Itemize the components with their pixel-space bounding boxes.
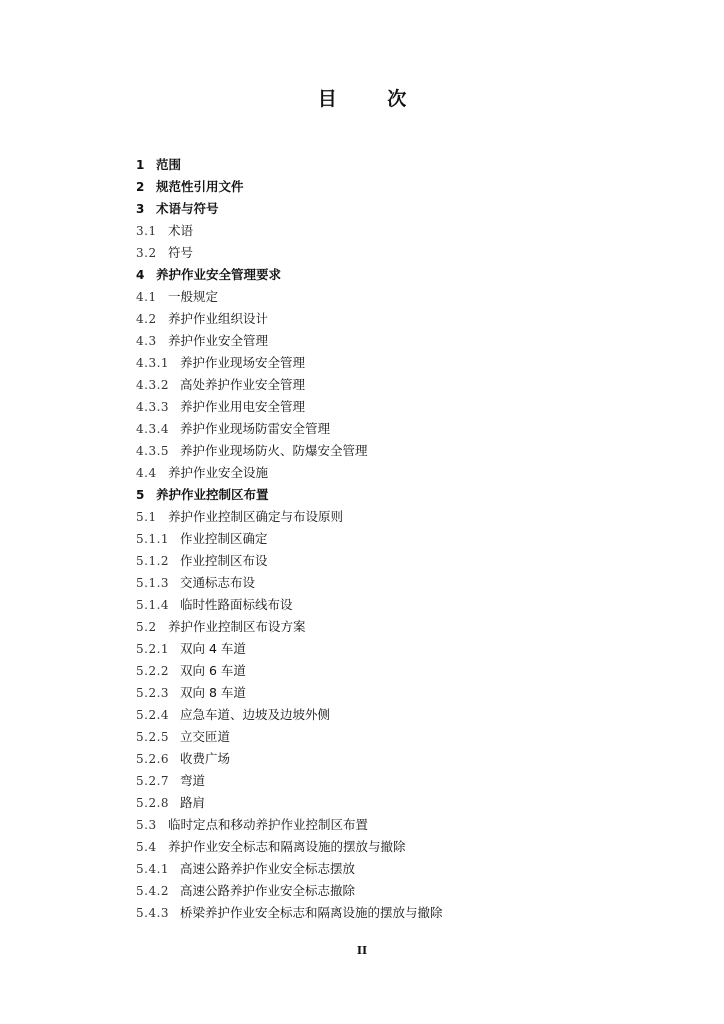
toc-entry-title: 养护作业现场安全管理 xyxy=(180,355,306,370)
toc-entry-number: 5.2.5 xyxy=(136,730,170,744)
toc-entry-number: 3.2 xyxy=(136,246,157,260)
toc-entry-number: 4.2 xyxy=(136,312,157,326)
toc-entry-number: 1 xyxy=(136,158,145,172)
toc-entry[interactable] xyxy=(136,308,656,330)
toc-entry-number: 5.2.7 xyxy=(136,774,170,788)
toc-entry-number: 3.1 xyxy=(136,224,157,238)
toc-entry-title: 养护作业安全管理 xyxy=(168,333,269,348)
toc-entry-number: 5.1.3 xyxy=(136,576,170,590)
toc-entry[interactable] xyxy=(136,616,656,638)
toc-entry-number: 4.4 xyxy=(136,466,157,480)
toc-entry[interactable] xyxy=(136,572,656,594)
toc-entry-number: 4.1 xyxy=(136,290,157,304)
toc-entry[interactable] xyxy=(136,682,656,704)
toc-entry-number: 4.3.1 xyxy=(136,356,170,370)
toc-entry[interactable] xyxy=(136,198,656,220)
toc-entry-title: 高速公路养护作业安全标志摆放 xyxy=(180,861,356,876)
toc-entry-title: 养护作业安全标志和隔离设施的摆放与撤除 xyxy=(168,839,406,854)
page-number: II xyxy=(356,944,368,957)
toc-entry-title: 作业控制区确定 xyxy=(180,531,268,546)
toc-entry-number: 5.2.4 xyxy=(136,708,170,722)
toc-entry[interactable] xyxy=(136,396,656,418)
toc-entry-title: 养护作业安全设施 xyxy=(168,465,269,480)
toc-entry-title: 高速公路养护作业安全标志撤除 xyxy=(180,883,356,898)
toc-entry-number: 4.3.4 xyxy=(136,422,170,436)
toc-entry[interactable] xyxy=(136,814,656,836)
toc-entry[interactable] xyxy=(136,792,656,814)
toc-entry-title: 一般规定 xyxy=(168,289,219,304)
toc-entry-number: 4.3 xyxy=(136,334,157,348)
toc-entry-number: 5.1 xyxy=(136,510,157,524)
toc-entry-number: 5.4 xyxy=(136,840,157,854)
toc-entry[interactable] xyxy=(136,484,656,506)
toc-entry-number: 5.4.2 xyxy=(136,884,170,898)
toc-entry-number: 4 xyxy=(136,268,145,282)
toc-entry-number: 5.1.1 xyxy=(136,532,170,546)
toc-entry-title: 立交匝道 xyxy=(180,729,231,744)
toc-entry-title: 临时定点和移动养护作业控制区布置 xyxy=(168,817,369,832)
toc-entry[interactable] xyxy=(136,154,656,176)
toc-entry[interactable] xyxy=(136,440,656,462)
toc-entry-title: 临时性路面标线布设 xyxy=(180,597,293,612)
toc-entry-title: 规范性引用文件 xyxy=(156,179,244,194)
toc-entry[interactable] xyxy=(136,330,656,352)
toc-entry-title: 养护作业现场防雷安全管理 xyxy=(180,421,331,436)
toc-entry[interactable] xyxy=(136,176,656,198)
toc-entry-number: 5.1.2 xyxy=(136,554,170,568)
toc-entry-number: 5.2.2 xyxy=(136,664,170,678)
toc-entry-number: 5.3 xyxy=(136,818,157,832)
toc-entry-number: 3 xyxy=(136,202,145,216)
toc-entry-number: 5.2 xyxy=(136,620,157,634)
toc-entry[interactable] xyxy=(136,748,656,770)
toc-entry-title: 交通标志布设 xyxy=(180,575,256,590)
toc-entry-title: 弯道 xyxy=(180,773,206,788)
toc-entry[interactable] xyxy=(136,550,656,572)
toc-entry-title: 养护作业控制区布置 xyxy=(156,487,269,502)
toc-entry-title: 双向 6 车道 xyxy=(180,663,246,678)
toc-entry-number: 4.3.5 xyxy=(136,444,170,458)
toc-entry-title: 养护作业现场防火、防爆安全管理 xyxy=(180,443,368,458)
toc-entry[interactable] xyxy=(136,704,656,726)
toc-entry-title: 养护作业控制区确定与布设原则 xyxy=(168,509,344,524)
toc-entry-title: 术语 xyxy=(168,223,194,238)
toc-entry[interactable] xyxy=(136,726,656,748)
toc-entry-title: 养护作业安全管理要求 xyxy=(156,267,282,282)
toc-entry-title: 符号 xyxy=(168,245,194,260)
toc-entry-title: 养护作业组织设计 xyxy=(168,311,269,326)
toc-entry[interactable] xyxy=(136,220,656,242)
toc-entry[interactable] xyxy=(136,462,656,484)
toc-entry-title: 双向 8 车道 xyxy=(180,685,246,700)
toc-entry-title: 应急车道、边坡及边坡外侧 xyxy=(180,707,331,722)
toc-entry-title: 范围 xyxy=(156,157,182,172)
toc-entry-title: 双向 4 车道 xyxy=(180,641,246,656)
table-of-contents xyxy=(136,154,656,924)
toc-entry[interactable] xyxy=(136,638,656,660)
toc-entry-number: 5.2.6 xyxy=(136,752,170,766)
toc-entry-number: 4.3.2 xyxy=(136,378,170,392)
toc-entry-number: 4.3.3 xyxy=(136,400,170,414)
toc-entry-title: 作业控制区布设 xyxy=(180,553,268,568)
toc-entry[interactable] xyxy=(136,418,656,440)
toc-entry[interactable] xyxy=(136,374,656,396)
toc-entry-title: 路肩 xyxy=(180,795,206,810)
toc-entry-number: 2 xyxy=(136,180,145,194)
toc-entry-number: 5.4.3 xyxy=(136,906,170,920)
toc-entry-number: 5.2.8 xyxy=(136,796,170,810)
toc-entry-number: 5.2.3 xyxy=(136,686,170,700)
toc-entry-number: 5 xyxy=(136,488,145,502)
toc-entry[interactable] xyxy=(136,836,656,858)
toc-entry[interactable] xyxy=(136,858,656,880)
toc-entry[interactable] xyxy=(136,880,656,902)
toc-entry[interactable] xyxy=(136,242,656,264)
toc-entry-title: 桥梁养护作业安全标志和隔离设施的摆放与撤除 xyxy=(180,905,443,920)
toc-entry[interactable] xyxy=(136,594,656,616)
toc-entry-title: 收费广场 xyxy=(180,751,231,766)
toc-entry[interactable] xyxy=(136,660,656,682)
toc-entry[interactable] xyxy=(136,286,656,308)
toc-entry[interactable] xyxy=(136,506,656,528)
toc-entry[interactable] xyxy=(136,770,656,792)
toc-entry[interactable] xyxy=(136,528,656,550)
toc-entry[interactable] xyxy=(136,902,656,924)
toc-entry[interactable] xyxy=(136,352,656,374)
toc-entry-number: 5.2.1 xyxy=(136,642,170,656)
toc-entry-number: 5.1.4 xyxy=(136,598,170,612)
toc-entry-title: 养护作业控制区布设方案 xyxy=(168,619,306,634)
toc-entry-title: 高处养护作业安全管理 xyxy=(180,377,306,392)
toc-entry-number: 5.4.1 xyxy=(136,862,170,876)
toc-entry-title: 养护作业用电安全管理 xyxy=(180,399,306,414)
toc-entry[interactable] xyxy=(136,264,656,286)
toc-entry-title: 术语与符号 xyxy=(156,201,219,216)
page-title: 目 次 xyxy=(317,88,429,110)
